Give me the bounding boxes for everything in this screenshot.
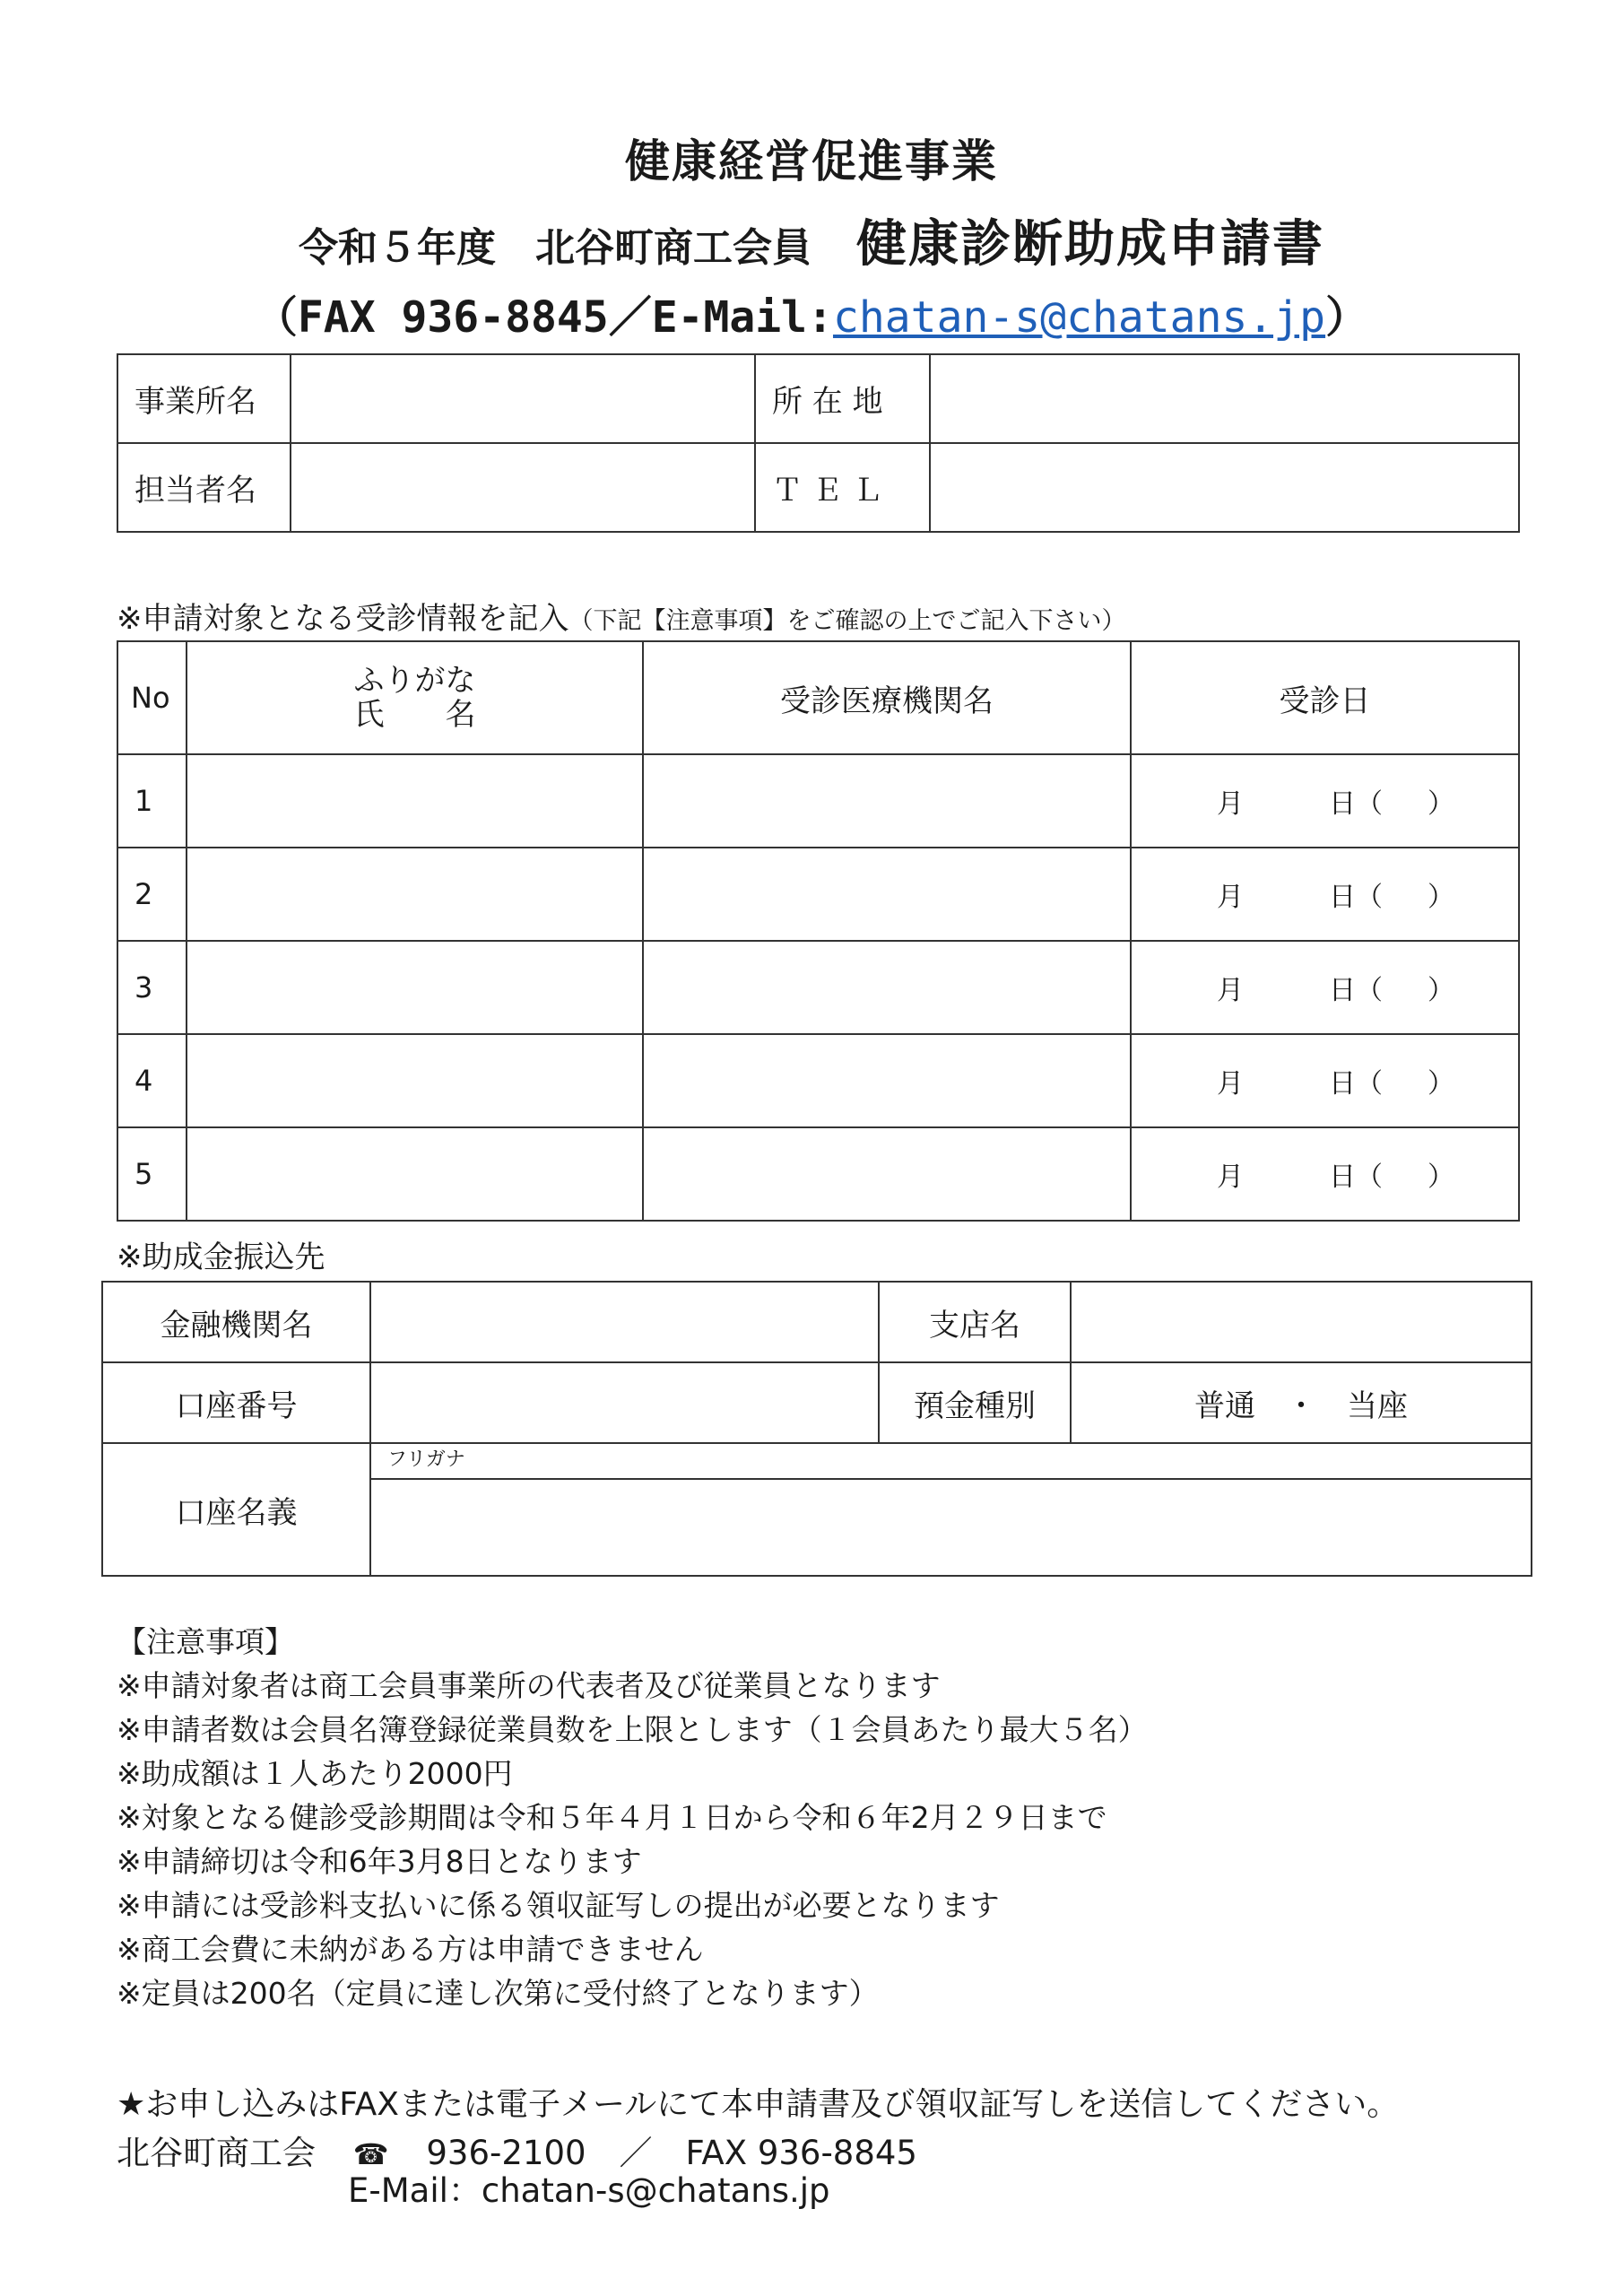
col-header-furigana: ふりがな [353,663,476,699]
applicant-table [117,353,1520,533]
person-field[interactable] [291,443,755,532]
date-close: ） [1428,1161,1454,1193]
table-row [117,1127,1519,1221]
row-no: 4 [117,1034,187,1127]
date-day: 日（ [1329,882,1383,913]
date-close: ） [1428,975,1454,1006]
address-field[interactable] [930,354,1519,443]
footer-email: E-Mail：chatan-s@chatans.jp [348,2171,830,2210]
row-no: 3 [117,941,187,1034]
col-header-no: No [117,641,187,754]
caution-item: ※申請締切は令和6年3月8日となります [117,1844,642,1879]
exam-info-note-small: （下記【注意事項】をご確認の上でご記入下さい） [568,607,1126,635]
address-label: 所 在 地 [755,354,930,443]
contact-suffix: ） [1325,292,1369,343]
row-date-field[interactable] [1131,848,1519,941]
col-header-hospital: 受診医療機関名 [643,641,1131,754]
date-month: 月 [1217,975,1244,1006]
row-hospital-field[interactable] [643,1034,1131,1127]
row-name-field[interactable] [187,754,643,848]
row-date-field[interactable] [1131,1034,1519,1127]
subtitle-form-name: 健康診断助成申請書 [856,215,1324,274]
caution-item: ※申請対象者は商工会員事業所の代表者及び従業員となります [117,1668,941,1703]
caution-item: ※助成額は１人あたり2000円 [117,1756,513,1791]
account-holder-field[interactable] [370,1479,1532,1576]
cautions-heading: 【注意事項】 [117,1624,294,1659]
submission-instruction: ★お申し込みはFAXまたは電子メールにて本申請書及び領収証写しを送信してください。 [117,2086,1400,2123]
bank-name-field[interactable] [370,1282,879,1362]
form-subtitle [0,204,1623,276]
table-row [117,848,1519,941]
date-month: 月 [1217,1161,1244,1193]
row-name-field[interactable] [187,941,643,1034]
date-month: 月 [1217,788,1244,820]
row-date-field[interactable] [1131,754,1519,848]
deposit-type-label: 預金種別 [879,1362,1071,1443]
caution-item: ※定員は200名（定員に達し次第に受付終了となります） [117,1976,879,2011]
col-header-name [187,641,643,754]
date-close: ） [1428,882,1454,913]
date-day: 日（ [1329,1161,1383,1193]
caution-item: ※申請者数は会員名簿登録従業員数を上限とします（１会員あたり最大５名） [117,1712,1148,1747]
exam-info-note-main: ※申請対象となる受診情報を記入 [117,601,569,637]
exam-info-note [117,594,1126,638]
bank-name-label: 金融機関名 [102,1282,370,1362]
account-number-field[interactable] [370,1362,879,1443]
branch-field[interactable] [1071,1282,1532,1362]
row-hospital-field[interactable] [643,941,1131,1034]
account-holder-furigana-field[interactable] [370,1443,1532,1479]
table-row [117,1034,1519,1127]
bank-note: ※助成金振込先 [117,1239,325,1275]
footer-org-name: 北谷町商工会 [117,2134,316,2172]
account-holder-label: 口座名義 [102,1443,370,1576]
row-hospital-field[interactable] [643,754,1131,848]
table-row [117,754,1519,848]
deposit-type-options[interactable]: 普通 ・ 当座 [1071,1362,1532,1443]
branch-label: 支店名 [879,1282,1071,1362]
row-no: 2 [117,848,187,941]
person-label: 担当者名 [117,443,291,532]
caution-item: ※商工会費に未納がある方は申請できません [117,1932,704,1967]
row-date-field[interactable] [1131,941,1519,1034]
table-row [117,941,1519,1034]
furigana-label: フリガナ [387,1448,465,1471]
subtitle-year-org: 令和５年度 北谷町商工会員 [299,225,812,271]
row-date-field[interactable] [1131,1127,1519,1221]
date-month: 月 [1217,1068,1244,1100]
date-close: ） [1428,1068,1454,1100]
caution-item: ※申請には受診料支払いに係る領収証写しの提出が必要となります [117,1888,1000,1923]
form-title: 健康経営促進事業 [625,135,998,187]
row-hospital-field[interactable] [643,1127,1131,1221]
col-header-name-text: 氏 名 [353,697,476,733]
col-header-date: 受診日 [1131,641,1519,754]
cautions-section [117,1620,1148,2015]
date-day: 日（ [1329,788,1383,820]
contact-prefix: （FAX 936-8845／E-Mail: [254,292,833,343]
contact-email-link[interactable]: chatan-s@chatans.jp [832,292,1326,343]
tel-label: Ｔ Ｅ Ｌ [755,443,930,532]
row-name-field[interactable] [187,848,643,941]
date-day: 日（ [1329,975,1383,1006]
row-name-field[interactable] [187,1127,643,1221]
contact-line [0,283,1623,344]
office-name-label: 事業所名 [117,354,291,443]
caution-item: ※対象となる健診受診期間は令和５年４月１日から令和６年2月２９日まで [117,1800,1107,1835]
exam-table [117,640,1520,1222]
footer-phone-fax: 936-2100 ／ FAX 936-8845 [426,2134,917,2172]
row-no: 1 [117,754,187,848]
date-day: 日（ [1329,1068,1383,1100]
phone-icon: ☎ [352,2137,389,2171]
office-name-field[interactable] [291,354,755,443]
account-number-label: 口座番号 [102,1362,370,1443]
row-name-field[interactable] [187,1034,643,1127]
date-month: 月 [1217,882,1244,913]
tel-field[interactable] [930,443,1519,532]
date-close: ） [1428,788,1454,820]
row-hospital-field[interactable] [643,848,1131,941]
bank-table [101,1281,1532,1577]
row-no: 5 [117,1127,187,1221]
